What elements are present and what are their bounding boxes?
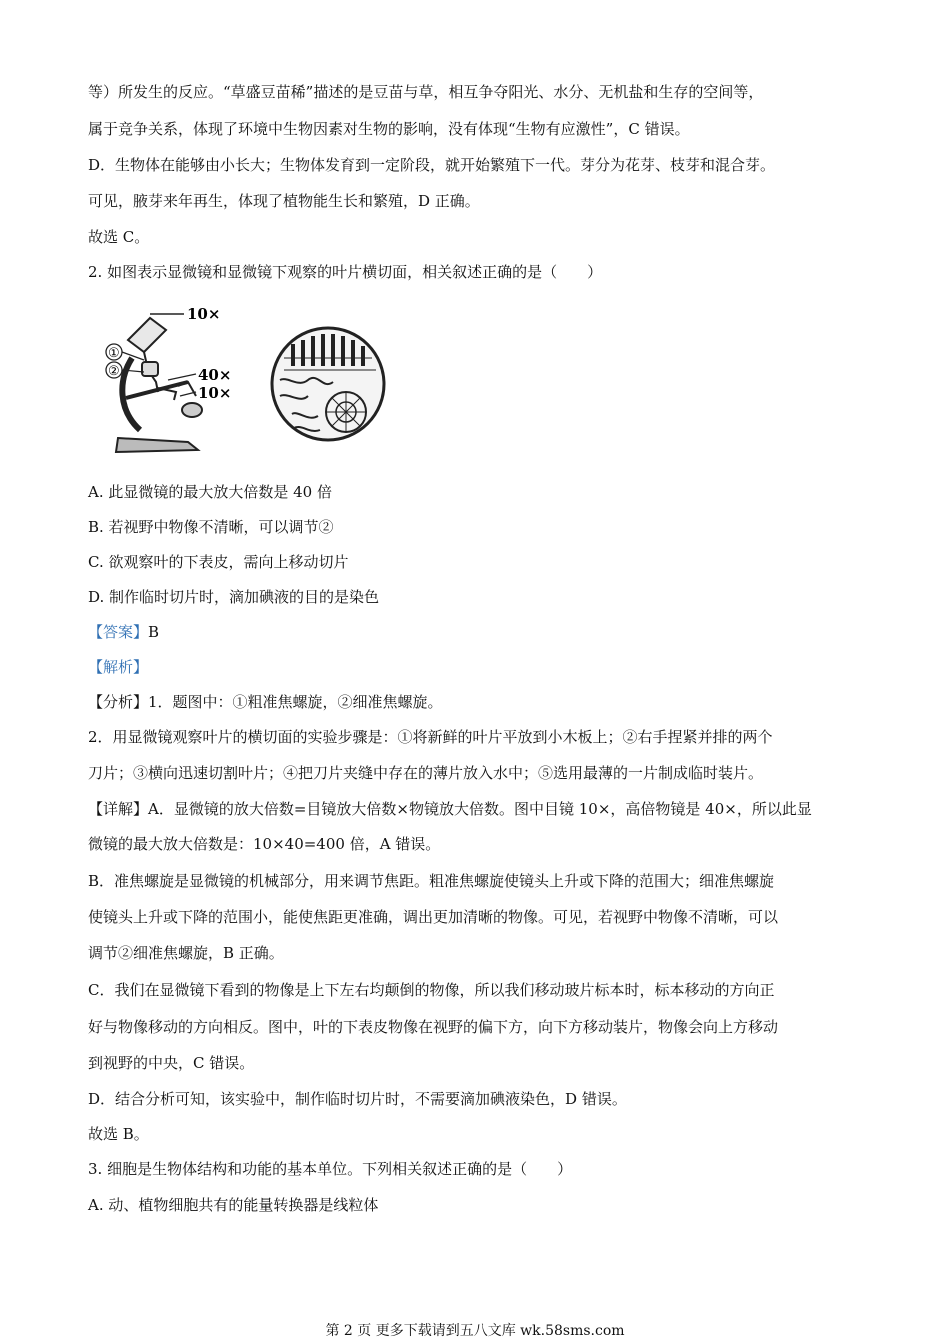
text-line: 故选 C。: [88, 228, 150, 246]
option-a: A. 此显微镜的最大放大倍数是 40 倍: [88, 483, 332, 501]
eyepiece-magnification-label: 10×: [187, 305, 221, 323]
question-3-stem: 3. 细胞是生物体结构和功能的基本单位。下列相关叙述正确的是（ ）: [88, 1160, 573, 1178]
option-c: C. 欲观察叶的下表皮，需向上移动切片: [88, 553, 349, 571]
detail-line: 【详解】A．显微镜的放大倍数=目镜放大倍数×物镜放大倍数。图中目镜 10×，高倍物镜是 40×，所以此显: [88, 800, 812, 818]
detail-line: 微镜的最大放大倍数是：10×40=400 倍，A 错误。: [88, 835, 441, 853]
option-b: B. 若视野中物像不清晰，可以调节②: [88, 518, 334, 536]
analysis-tag: 【解析】: [88, 658, 149, 676]
text-line: 等）所发生的反应。“草盛豆苗稀”描述的是豆苗与草，相互争夺阳光、水分、无机盐和生存的空间等，: [88, 83, 764, 101]
detail-line: 到视野的中央，C 错误。: [88, 1054, 255, 1072]
leaf-cross-section-view: [272, 328, 384, 440]
high-objective-label: 40×: [198, 366, 232, 384]
answer-tag: 【答案】: [88, 623, 149, 641]
question-3-option-a: A. 动、植物细胞共有的能量转换器是线粒体: [88, 1196, 379, 1214]
microscope-drawing: [106, 314, 202, 452]
low-objective-label: 10×: [198, 384, 232, 402]
part-2-label: ②: [108, 364, 120, 379]
detail-line: B．准焦螺旋是显微镜的机械部分，用来调节焦距。粗准焦螺旋使镜头上升或下降的范围大；细准焦螺旋: [88, 872, 775, 890]
detail-line: 调节②细准焦螺旋，B 正确。: [88, 944, 284, 962]
detail-line: 使镜头上升或下降的范围小，能使焦距更准确，调出更加清晰的物像。可见，若视野中物像不清晰，可以: [88, 908, 779, 926]
text-line: 可见，腋芽来年再生，体现了植物能生长和繁殖，D 正确。: [88, 192, 480, 210]
analysis-line: 【分析】1．题图中：①粗准焦螺旋，②细准焦螺旋。: [88, 693, 443, 711]
detail-line: C．我们在显微镜下看到的物像是上下左右均颠倒的物像，所以我们移动玻片标本时，标本移动的方向正: [88, 981, 775, 999]
question-2-stem: 2. 如图表示显微镜和显微镜下观察的叶片横切面，相关叙述正确的是（ ）: [88, 263, 603, 281]
detail-line: D．结合分析可知，该实验中，制作临时切片时，不需要滴加碘液染色，D 错误。: [88, 1090, 627, 1108]
text-line: D．生物体在能够由小长大；生物体发育到一定阶段，就开始繁殖下一代。芽分为花芽、枝芽和混合芽。: [88, 156, 776, 174]
analysis-line: 2．用显微镜观察叶片的横切面的实验步骤是：①将新鲜的叶片平放到小木板上；②右手捏紧并排的两个: [88, 728, 773, 746]
conclusion-line: 故选 B。: [88, 1125, 149, 1143]
text-line: 属于竞争关系，体现了环境中生物因素对生物的影响，没有体现“生物有应激性”，C 错误。: [88, 120, 690, 138]
part-1-label: ①: [108, 346, 120, 361]
analysis-line: 刀片；③横向迅速切割叶片；④把刀片夹缝中存在的薄片放入水中；⑤选用最薄的一片制成临时装片。: [88, 764, 764, 782]
answer-value: B: [148, 623, 160, 641]
microscope-and-leaf-figure: [88, 300, 398, 462]
option-d: D. 制作临时切片时，滴加碘液的目的是染色: [88, 588, 380, 606]
answer-line: [88, 622, 159, 642]
page-footer: 第 2 页 更多下载请到五八文库 wk.58sms.com: [325, 1323, 625, 1339]
detail-line: 好与物像移动的方向相反。图中，叶的下表皮物像在视野的偏下方，向下方移动装片，物像会向上方移动: [88, 1018, 779, 1036]
